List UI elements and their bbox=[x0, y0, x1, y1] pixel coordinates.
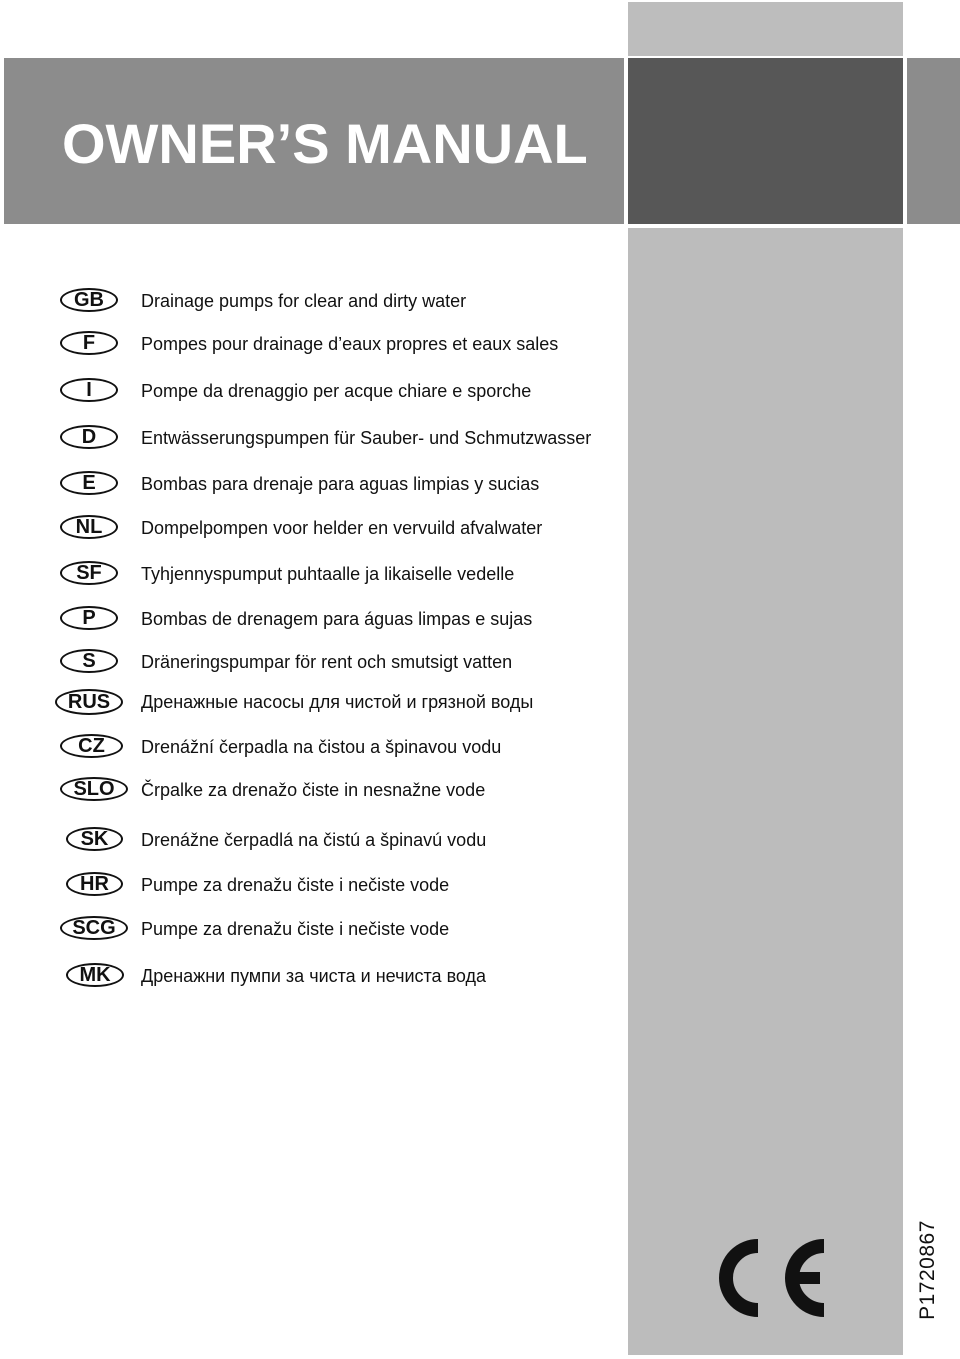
list-item bbox=[0, 469, 625, 499]
language-code-badge: NL bbox=[60, 515, 118, 539]
language-description: Дренажни пумпи за чиста и нечиста вода bbox=[141, 966, 487, 986]
language-description: Pumpe za drenažu čiste i nečiste vode bbox=[141, 919, 450, 939]
language-code-badge: D bbox=[60, 425, 118, 449]
header-edge-block bbox=[907, 58, 960, 224]
list-item bbox=[0, 687, 625, 717]
list-item bbox=[0, 825, 625, 855]
list-item bbox=[0, 286, 625, 316]
language-code-badge: S bbox=[60, 649, 118, 673]
language-description: Pumpe za drenažu čiste i nečiste vode bbox=[141, 875, 450, 895]
right-column-body bbox=[628, 228, 903, 1355]
part-number: P1720867 bbox=[916, 1220, 939, 1320]
page-title: OWNER’S MANUAL bbox=[62, 112, 588, 175]
language-description: Drenážne čerpadlá na čistú a špinavú vodu bbox=[141, 830, 487, 850]
list-item bbox=[0, 559, 625, 589]
list-item bbox=[0, 961, 625, 991]
language-description: Bombas de drenagem para águas limpas e sujas bbox=[141, 609, 533, 629]
language-code-badge: RUS bbox=[55, 689, 123, 715]
language-code-badge: HR bbox=[66, 872, 123, 896]
language-code-badge: I bbox=[60, 378, 118, 402]
list-item bbox=[0, 329, 625, 359]
list-item bbox=[0, 914, 625, 944]
language-code-badge: P bbox=[60, 606, 118, 630]
list-item bbox=[0, 870, 625, 900]
language-description: Drenážní čerpadla na čistou a špinavou vodu bbox=[141, 737, 502, 757]
ce-mark-icon bbox=[704, 1232, 834, 1324]
list-item bbox=[0, 732, 625, 762]
language-description: Pompe da drenaggio per acque chiare e sporche bbox=[141, 381, 532, 401]
language-description: Dompelpompen voor helder en vervuild afvalwater bbox=[141, 518, 543, 538]
language-code-badge: E bbox=[60, 471, 118, 495]
language-description: Črpalke za drenažo čiste in nesnažne vode bbox=[141, 780, 486, 800]
list-item bbox=[0, 604, 625, 634]
header-dark-block bbox=[628, 58, 903, 224]
language-code-badge: SCG bbox=[60, 916, 128, 940]
language-description: Drainage pumps for clear and dirty water bbox=[141, 291, 467, 311]
language-code-badge: CZ bbox=[60, 734, 123, 758]
language-code-badge: SF bbox=[60, 561, 118, 585]
language-code-badge: F bbox=[60, 331, 118, 355]
language-description: Bombas para drenaje para aguas limpias y sucias bbox=[141, 474, 540, 494]
language-description: Pompes pour drainage d’eaux propres et eaux sales bbox=[141, 334, 559, 354]
list-item bbox=[0, 775, 625, 805]
language-description: Tyhjennyspumput puhtaalle ja likaiselle vedelle bbox=[141, 564, 515, 584]
language-description: Entwässerungspumpen für Sauber- und Schmutzwasser bbox=[141, 428, 592, 448]
list-item bbox=[0, 513, 625, 543]
list-item bbox=[0, 423, 625, 453]
language-code-badge: MK bbox=[66, 963, 124, 987]
language-code-badge: GB bbox=[60, 288, 118, 312]
language-code-badge: SK bbox=[66, 827, 123, 851]
list-item bbox=[0, 376, 625, 406]
list-item bbox=[0, 647, 625, 677]
right-column-top-block bbox=[628, 2, 903, 56]
language-description: Dräneringspumpar för rent och smutsigt vatten bbox=[141, 652, 513, 672]
language-description: Дренажные насосы для чистой и грязной воды bbox=[141, 692, 534, 712]
language-code-badge: SLO bbox=[60, 777, 128, 801]
